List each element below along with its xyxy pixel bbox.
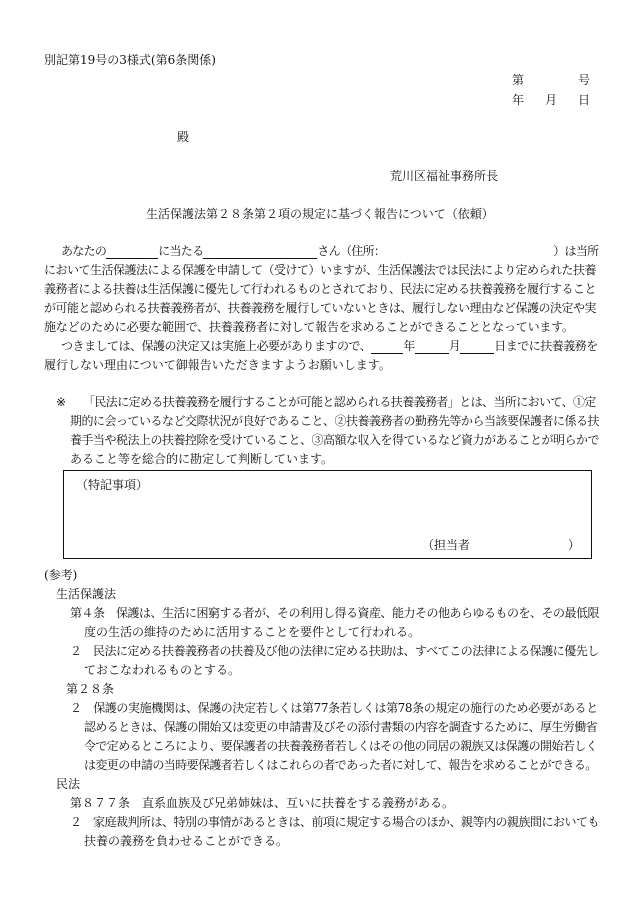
article4-line-1: 第４条 保護は、生活に困窮する者が、その利用し得る資産、能力その他あらゆるものを、その最低限 (70, 606, 600, 620)
article4-2-line-1: ２ 民法に定める扶養義務者の扶養及び他の法律に定める扶助は、すべてこの法律による保護に優先し (70, 644, 599, 658)
remarks-label: （特記事項） (76, 478, 149, 492)
body-line-6: つきましては、保護の決定又は実施上必要がありますので、 年 月 日までに扶養義務を (61, 339, 598, 353)
relationship-blank[interactable] (106, 244, 158, 259)
note-mark: ※ (56, 395, 67, 409)
staff-open: （担当者 (422, 538, 471, 552)
deadline-month-blank[interactable] (415, 339, 449, 354)
body-line-1: あなたの に当たる さん（住所： ）は当所 (61, 244, 599, 258)
law2-name: 民法 (56, 777, 81, 791)
body-line-2: において生活保護法による保護を申請して（受けて）いますが、生活保護法では民法により定められた扶養 (44, 263, 597, 277)
date-month: 月 (545, 93, 558, 107)
staff-close: ） (568, 538, 581, 552)
article28-line-4: は変更の申請の当時要保護者若しくはこれらの者であった者に対して、報告を求めることができる。 (84, 758, 597, 772)
name-blank[interactable] (203, 244, 317, 259)
number-label-1: 第 (512, 73, 525, 87)
note-line-3: 養手当や税法上の扶養控除を受けていること、③高額な収入を得ているなど資力があることが明らかで (70, 433, 600, 447)
article4-2-line-2: ておこなわれるものとする。 (84, 663, 241, 677)
deadline-day-blank[interactable] (460, 339, 494, 354)
body-line-7: 履行しない理由について御報告いただきますようお願いします。 (44, 358, 391, 372)
article877-2-line-2: 扶養の義務を負わせることができる。 (84, 834, 289, 848)
date-day: 日 (578, 93, 591, 107)
page-title: 生活保護法第２８条第２項の規定に基づく報告について（依頼） (146, 207, 494, 221)
article28-title: 第２８条 (66, 682, 115, 696)
article877-2-line-1: ２ 家庭裁判所は、特別の事情があるときは、前項に規定する場合のほか、親等内の親族間においても (70, 815, 600, 829)
article28-line-2: 認めるときは、保護の開始又は変更の申請書及びその添付書類の内容を調査するために、厚生労働省 (84, 720, 598, 734)
article877-line-1: 第８７７条 直系血族及び兄弟姉妹は、互いに扶養をする義務がある。 (70, 796, 455, 810)
note-line-2: 期的に会っているなど交際状況が良好であること、②扶養義務者の勤務先等から当該要保護者に係る扶 (70, 414, 600, 428)
body-line-4: が可能と認められる扶養義務者が、扶養義務を履行していないときは、履行しない理由など保護の決定や実 (44, 301, 597, 315)
date-year: 年 (512, 93, 525, 107)
law1-name: 生活保護法 (56, 587, 117, 601)
article4-line-2: 度の生活の維持のために活用することを要件として行われる。 (84, 625, 421, 639)
body-line-5: 施などのために必要な範囲で、扶養義務者に対して報告を求めることができることとなっています。 (44, 320, 574, 334)
article28-line-3: 令で定めるところにより、要保護者の扶養義務者若しくはその他の同居の親族又は保護の開始若しく (84, 739, 598, 753)
article28-line-1: ２ 保護の実施機関は、保護の決定若しくは第77条若しくは第78条の規定の施行のため必要があると (70, 701, 598, 715)
body-line-3: 義務者による扶養は生活保護に優先して行われるものとされており、民法に定める扶養義務を履行すること (44, 282, 597, 296)
addressee-suffix: 殿 (177, 130, 190, 144)
remarks-box[interactable] (63, 470, 592, 559)
reference-heading: (参考) (44, 568, 78, 582)
form-id: 別記第19号の3様式(第6条関係) (44, 53, 216, 67)
note-line-4: あること等を総合的に勘定して判断しています。 (70, 452, 334, 466)
issuer: 荒川区福祉事務所長 (390, 169, 499, 183)
note-line-1: 「民法に定める扶養義務を履行することが可能と認められる扶養義務者」とは、当所において、①定 (83, 395, 596, 409)
deadline-year-blank[interactable] (371, 339, 403, 354)
number-label-2: 号 (578, 73, 591, 87)
